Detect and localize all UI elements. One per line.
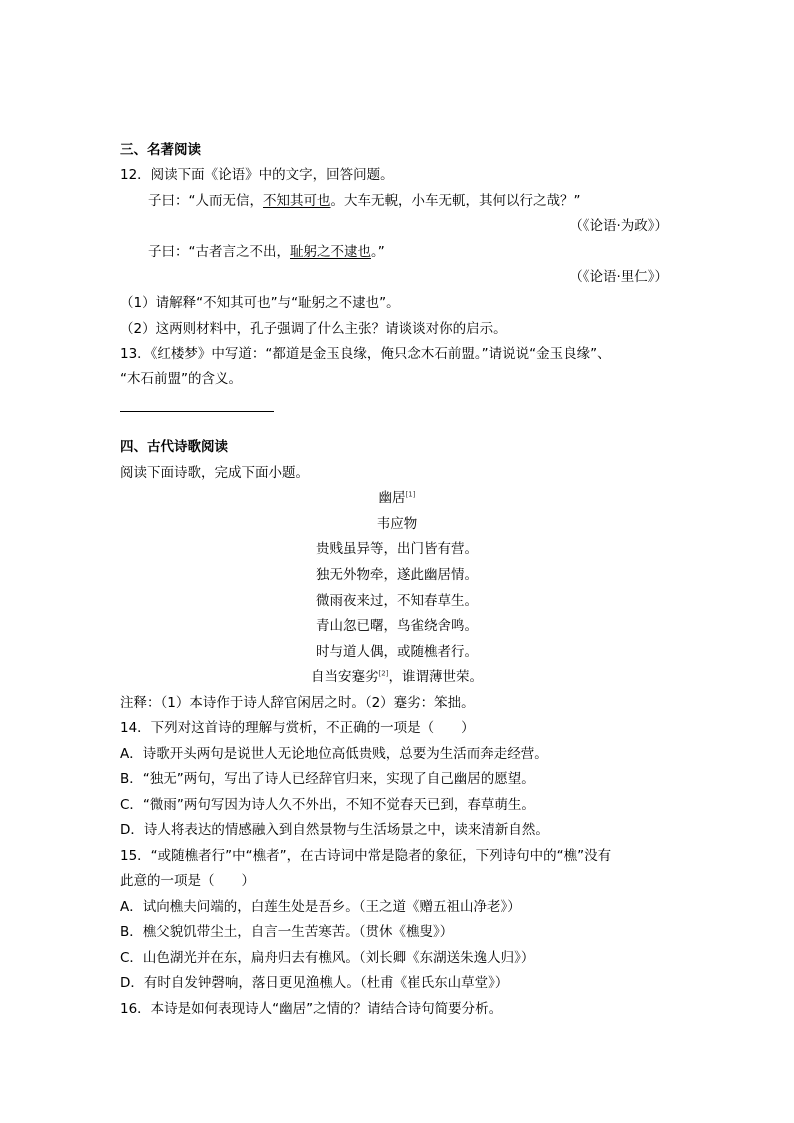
question-12-prompt: 12．阅读下面《论语》中的文字，回答问题。	[120, 167, 394, 183]
quote-text: 。大车无輗，小车无軏，其何以行之哉？”	[330, 193, 581, 209]
section-heading-4: 四、古代诗歌阅读	[120, 439, 228, 455]
question-13-line-2: “木石前盟”的含义。	[120, 371, 242, 387]
poem-title: 幽居[1]	[378, 490, 416, 506]
underlined-phrase: 不知其可也	[263, 193, 331, 209]
quote-text: 子曰：“人而无信，	[148, 193, 263, 209]
question-15-line-1: 15．“或随樵者行”中“樵者”，在古诗词中常是隐者的象征，下列诗句中的“樵”没有	[120, 848, 612, 864]
quote-text: 子曰：“古者言之不出，	[148, 244, 290, 260]
question-12-sub-1: （1）请解释“不知其可也”与“耻躬之不逮也”。	[120, 295, 400, 311]
question-12-sub-2: （2）这两则材料中，孔子强调了什么主张？请谈谈对你的启示。	[120, 321, 507, 337]
analects-quote-1	[148, 192, 581, 210]
poem-line: 青山忽已曙，鸟雀绕舍鸣。	[316, 618, 478, 634]
poem-notes: 注释：（1）本诗作于诗人辞官闲居之时。（2）蹇劣：笨拙。	[120, 695, 475, 711]
quote-source-2: （《论语·里仁》）	[569, 269, 668, 285]
question-15-option-b: B．樵父貌饥带尘土，自言一生苦寒苦。（贯休《樵叟》）	[120, 924, 454, 940]
underlined-phrase: 耻躬之不逮也	[290, 244, 371, 260]
quote-text: 。”	[371, 244, 385, 260]
question-15-line-2: 此意的一项是（ ）	[120, 873, 255, 889]
analects-quote-2	[148, 243, 385, 261]
poem-line: 贵贱虽异等，出门皆有营。	[316, 541, 478, 557]
poem-line: 独无外物牵，遂此幽居情。	[316, 567, 478, 583]
question-14-prompt: 14．下列对这首诗的理解与赏析，不正确的一项是（ ）	[120, 720, 475, 736]
question-14-option-b: B．“独无”两句，写出了诗人已经辞官归来，实现了自己幽居的愿望。	[120, 771, 535, 787]
poem-line-last: 自当安蹇劣[2]，谁谓薄世荣。	[311, 669, 483, 685]
question-13-line-1: 13．《红楼梦》中写道：“都道是金玉良缘，俺只念木石前盟。”请说说“金玉良缘”、	[120, 346, 611, 362]
question-14-option-c: C．“微雨”两句写因为诗人久不外出，不知不觉春天已到，春草萌生。	[120, 797, 535, 813]
poem-line: 微雨夜来过，不知春草生。	[316, 593, 478, 609]
footnote-divider	[120, 411, 274, 412]
footnote-marker: [2]	[378, 669, 389, 678]
poem-line: 时与道人偶，或随樵者行。	[316, 644, 478, 660]
quote-source-1: （《论语·为政》）	[569, 218, 668, 234]
question-14-option-d: D．诗人将表达的情感融入到自然景物与生活场景之中，读来清新自然。	[120, 822, 549, 838]
footnote-marker: [1]	[405, 490, 416, 499]
question-15-option-c: C．山色湖光并在东，扁舟归去有樵风。（刘长卿《东湖送朱逸人归》）	[120, 950, 535, 966]
poem-author: 韦应物	[376, 516, 418, 532]
poem-intro: 阅读下面诗歌，完成下面小题。	[120, 465, 309, 481]
question-16-prompt: 16．本诗是如何表现诗人“幽居”之情的？请结合诗句简要分析。	[120, 1001, 503, 1017]
question-15-option-d: D．有时自发钟磬响，落日更见渔樵人。（杜甫《崔氏东山草堂》）	[120, 975, 509, 991]
question-14-option-a: A．诗歌开头两句是说世人无论地位高低贵贱，总要为生活而奔走经营。	[120, 746, 548, 762]
section-heading-3: 三、名著阅读	[120, 142, 201, 158]
question-15-option-a: A．试向樵夫问端的，白莲生处是吾乡。（王之道《赠五祖山净老》）	[120, 899, 521, 915]
